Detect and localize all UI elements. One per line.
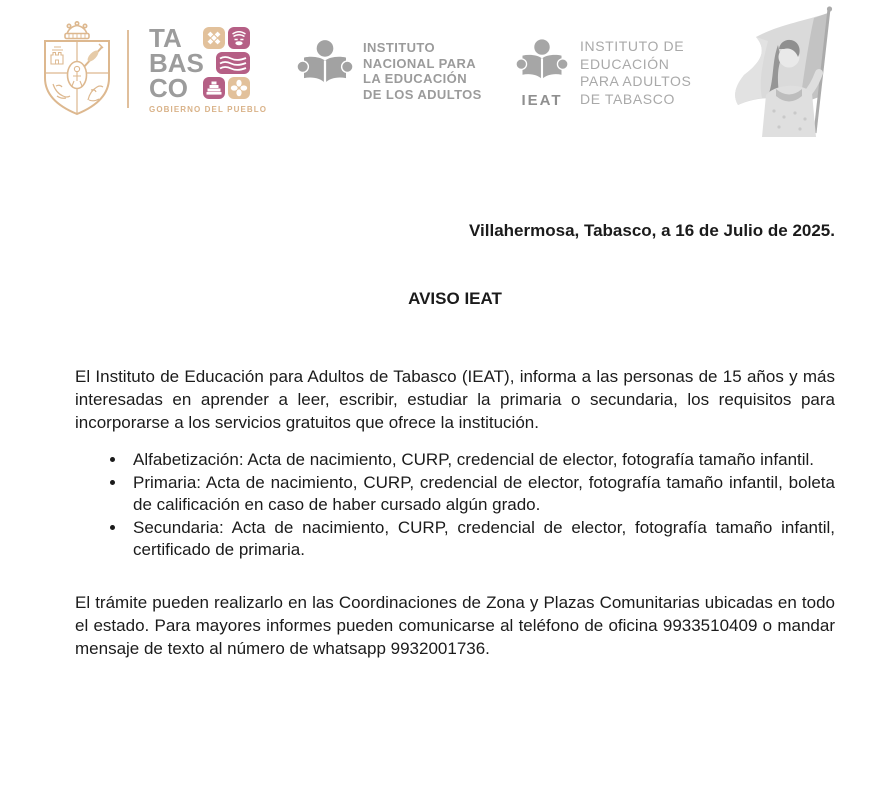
wordmark-line-1: TA — [149, 23, 182, 53]
closing-paragraph: El trámite pueden realizarlo en las Coordinaciones de Zona y Plazas Comunitarias ubicadas en todo el estado. Para mayores informes pueden comunicarse al teléfono de oficina 9933510409 o mandar mensaje de texto al número de whatsapp 9932001736. — [75, 593, 835, 658]
page-title: AVISO IEAT — [408, 289, 502, 308]
document-body — [75, 0, 835, 799]
requirements-list — [75, 449, 835, 562]
list-item-alfabetizacion: • Alfabetización: Acta de nacimiento, CURP, credencial de elector, fotografía tamaño infantil. — [127, 449, 835, 472]
ieat-acronym: IEAT — [521, 92, 563, 109]
list-item-primaria: • Primaria: Acta de nacimiento, CURP, credencial de elector, fotografía tamaño infantil, boleta de calificación en caso de haber cursado algún grado. — [127, 472, 835, 517]
dateline: Villahermosa, Tabasco, a 16 de Julio de 2025. — [469, 221, 835, 240]
gobierno-del-pueblo-tagline: GOBIERNO DEL PUEBLO — [149, 105, 268, 114]
list-item-secundaria: • Secundaria: Acta de nacimiento, CURP, credencial de elector, fotografía tamaño infantil, certificado de primaria. — [127, 517, 835, 562]
wordmark-line-3: CO — [149, 73, 188, 103]
intro-paragraph: El Instituto de Educación para Adultos de Tabasco (IEAT), informa a las personas de 15 años y más interesadas en aprender a leer, escribir, estudiar la primaria o secundaria, los requisitos para incorporarse a los servicios gratuitos que ofrece la institución. — [75, 367, 835, 432]
wordmark-line-2: BAS — [149, 48, 204, 78]
ieat-logo-text: INSTITUTO DE EDUCACIÓN PARA ADULTOS DE TABASCO — [580, 38, 692, 107]
inea-logo-text: INSTITUTO NACIONAL PARA LA EDUCACIÓN DE LOS ADULTOS — [363, 40, 482, 102]
